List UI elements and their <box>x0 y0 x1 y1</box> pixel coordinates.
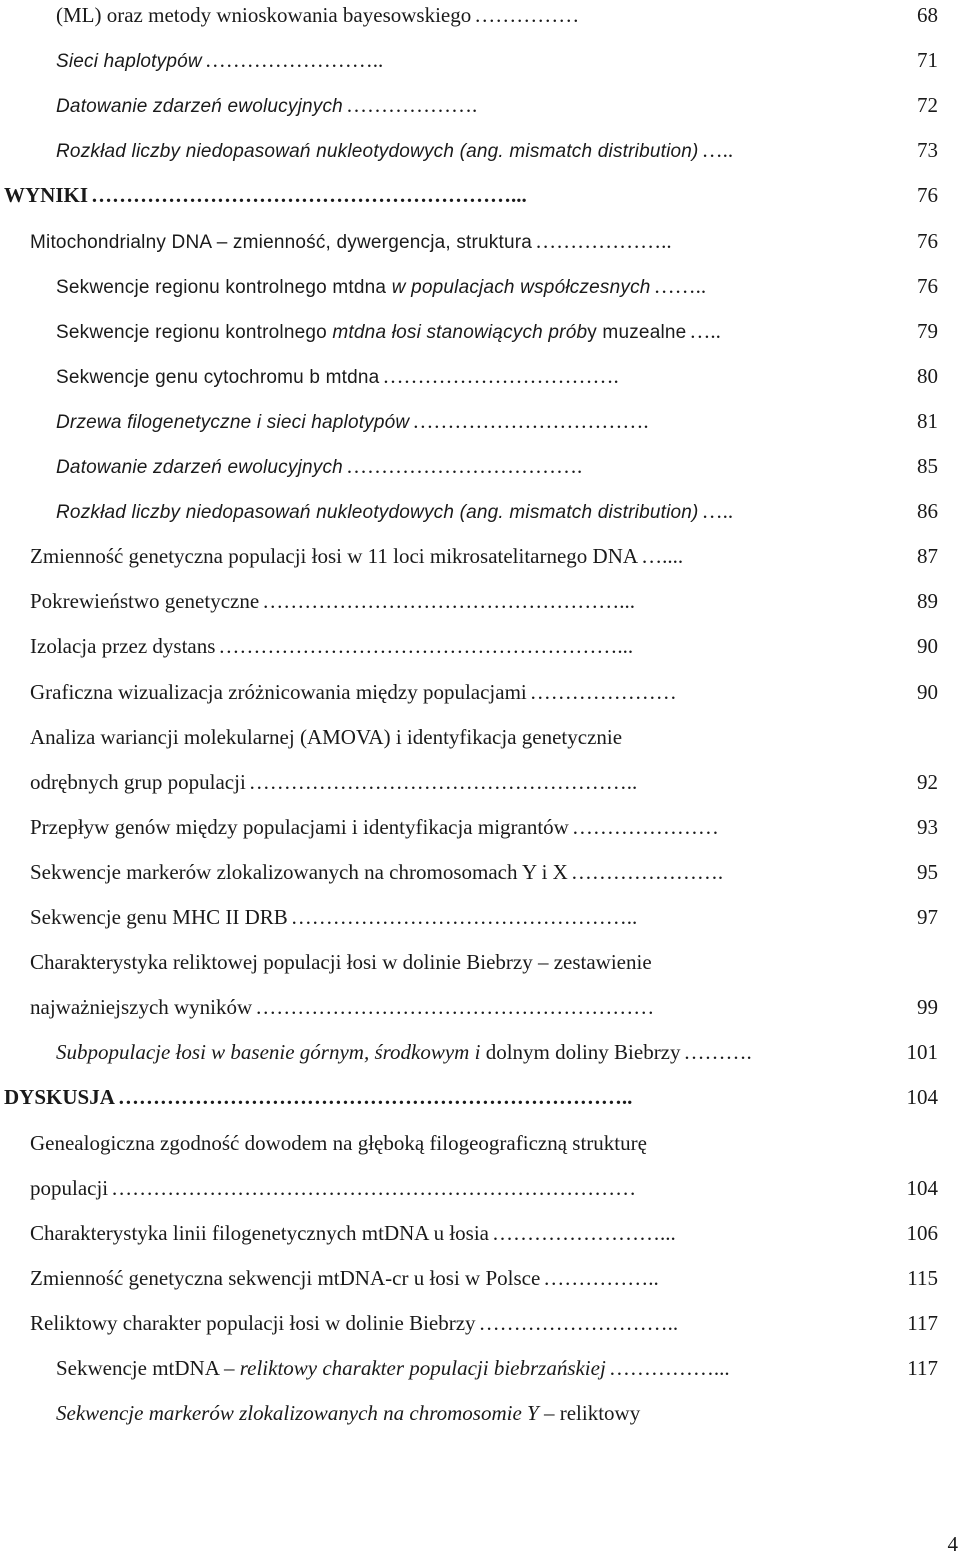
toc-page-number: 92 <box>917 769 938 794</box>
toc-page-number: 101 <box>906 1040 938 1065</box>
toc-entry-title: Rozkład liczby niedopasowań nukleotydowych (ang. mismatch distribution) <box>56 141 699 163</box>
toc-page-number: 117 <box>907 1356 938 1380</box>
toc-page-number: 93 <box>917 814 938 839</box>
toc-leader: ….. <box>701 138 734 163</box>
toc-leader: ……………... <box>608 1356 730 1380</box>
toc-page-number: 104 <box>906 1175 938 1200</box>
toc-leader: ………………. <box>345 93 478 118</box>
toc-entry-title: Przepływ genów między populacjami i identyfikacja migrantów <box>30 814 569 839</box>
toc-entry-title: Reliktowy charakter populacji łosi w dolinie Biebrzy <box>30 1310 476 1335</box>
toc-entry <box>56 496 938 526</box>
toc-entry <box>30 631 938 661</box>
toc-leader: …….. <box>653 273 707 298</box>
toc-entry <box>56 271 938 301</box>
toc-page-number: 68 <box>917 3 938 27</box>
toc-entry-title: Sekwencje regionu kontrolnego <box>56 321 333 343</box>
toc-page-number: 89 <box>917 589 938 614</box>
toc-entry <box>30 992 938 1022</box>
toc-entry <box>4 180 938 210</box>
page-number: 4 <box>947 1532 958 1556</box>
toc-page-number: 86 <box>917 499 938 524</box>
toc-leader: ………………… <box>529 679 677 704</box>
toc-entry <box>30 812 938 842</box>
toc-entry-title: DYSKUSJA <box>4 1085 115 1110</box>
toc-entry <box>30 1263 938 1293</box>
toc-leader: ………………………………………………………………… <box>111 1175 637 1200</box>
toc-entry-title: Izolacja przez dystans <box>30 634 216 659</box>
toc-page-number: 97 <box>917 905 938 929</box>
toc-leader: …………….. <box>543 1265 659 1290</box>
toc-entry-title: Graficzna wizualizacja zróżnicowania między populacjami <box>30 679 527 704</box>
toc-leader: ……………………….. <box>478 1310 679 1335</box>
toc-leader: ……………………………………………………... <box>91 183 527 208</box>
toc-leader: ……………………………. <box>382 363 619 388</box>
toc-leader: ……………………………………………….. <box>248 769 638 794</box>
toc-entry-title: WYNIKI <box>4 183 89 208</box>
toc-page-number: 106 <box>906 1220 938 1245</box>
toc-entry <box>56 316 938 346</box>
toc-entry-title: Mitochondrialny DNA – zmienność, dywergencja, struktura <box>30 231 533 253</box>
toc-entry <box>56 451 938 481</box>
toc-entry <box>30 1308 938 1338</box>
toc-leader: ……………………………. <box>412 408 649 433</box>
toc-entry-title: Sekwencje mtDNA – <box>56 1356 240 1380</box>
toc-entry <box>56 361 938 391</box>
toc-entry-title: Charakterystyka linii filogenetycznych mtDNA u łosia <box>30 1220 489 1245</box>
toc-entry <box>4 1082 938 1112</box>
toc-entry <box>56 135 938 165</box>
toc-entry-title: – reliktowy <box>538 1401 641 1426</box>
toc-entry-title: Sekwencje regionu kontrolnego mtdna <box>56 276 392 298</box>
toc-page-number: 115 <box>907 1265 938 1290</box>
toc-entry <box>30 677 938 707</box>
toc-page-number: 87 <box>917 544 938 569</box>
toc-entry-title: Analiza wariancji molekularnej (AMOVA) i identyfikacja genetycznie <box>30 724 623 749</box>
toc-entry-title: Sekwencje genu cytochromu b mtdna <box>56 366 380 388</box>
toc-leader: ….. <box>689 318 721 343</box>
toc-entry <box>30 1218 938 1248</box>
toc-page-number: 99 <box>917 995 938 1020</box>
toc-entry-title: mtdna łosi stanowiących prób <box>332 321 588 343</box>
toc-leader: ………………… <box>571 814 719 839</box>
toc-page-number: 117 <box>907 1310 938 1335</box>
toc-page-number: 95 <box>917 859 938 884</box>
toc-entry <box>30 722 938 752</box>
toc-entry-title: Pokrewieństwo genetyczne <box>30 589 260 614</box>
toc-entry-title: reliktowy charakter populacji biebrzańskiej <box>239 1356 606 1380</box>
toc-page-number: 90 <box>917 634 938 659</box>
toc-entry-title: Genealogiczna zgodność dowodem na głęboką filogeograficzną strukturę <box>30 1130 647 1155</box>
toc-page-number: 85 <box>917 454 938 478</box>
toc-leader: ………………………………………….. <box>290 905 638 929</box>
toc-entry-title: Sekwencje markerów zlokalizowanych na chromosomach Y i X <box>30 859 568 884</box>
toc-leader: ………………………………………………… <box>255 995 655 1020</box>
toc-entry <box>56 1398 938 1428</box>
toc-page-number: 90 <box>917 679 938 704</box>
toc-entry-title: najważniejszych wyników <box>30 995 253 1020</box>
toc-page-number: 81 <box>917 408 938 433</box>
toc-leader: …………………………………………………... <box>218 634 634 659</box>
toc-entry <box>56 1353 938 1383</box>
toc-entry <box>30 1173 938 1203</box>
toc-entry-title: (ML) oraz metody wnioskowania bayesowskiego <box>56 3 472 27</box>
toc-leader: ……………………... <box>491 1220 676 1245</box>
toc-page-number: 71 <box>917 48 938 73</box>
toc-leader: ….... <box>641 544 684 569</box>
toc-entry <box>30 226 938 256</box>
toc-leader: ……………………………………………………………….. <box>117 1085 633 1110</box>
toc-entry-title: Subpopulacje łosi w basenie górnym, środkowym i <box>56 1040 486 1065</box>
toc-entry <box>30 767 938 797</box>
toc-entry-title: Zmienność genetyczna populacji łosi w 11 loci mikrosatelitarnego DNA <box>30 544 639 569</box>
toc-entry-title: dolnym doliny Biebrzy <box>485 1040 681 1065</box>
toc-entry-title: Rozkład liczby niedopasowań nukleotydowych (ang. mismatch distribution) <box>56 502 699 524</box>
toc-entry <box>56 90 938 120</box>
toc-page-number: 72 <box>917 93 938 118</box>
toc-leader: ……………….. <box>535 228 672 253</box>
toc-entry-title: Datowanie zdarzeń ewolucyjnych <box>56 96 343 118</box>
toc-entry <box>30 857 938 887</box>
toc-leader: …………………….. <box>204 48 384 73</box>
toc-page-number: 76 <box>917 228 938 253</box>
toc-page-number: 104 <box>906 1085 938 1110</box>
toc-leader: ………. <box>683 1040 752 1065</box>
toc-entry-title: Zmienność genetyczna sekwencji mtDNA-cr u łosi w Polsce <box>30 1265 541 1290</box>
toc-entry <box>56 1037 938 1067</box>
toc-entry <box>30 947 938 977</box>
toc-entry <box>56 45 938 75</box>
toc-page-number: 76 <box>917 273 938 298</box>
toc-page-number: 79 <box>917 318 938 343</box>
toc-entry <box>56 0 938 30</box>
toc-entry <box>30 1128 938 1158</box>
toc-entry <box>30 902 938 932</box>
toc-entry-title: Drzewa filogenetyczne i sieci haplotypów <box>56 411 410 433</box>
toc-entry-title: w populacjach współczesnych <box>391 276 651 298</box>
toc-leader: …………………. <box>570 859 724 884</box>
toc-entry-title: Sieci haplotypów <box>56 51 202 73</box>
toc-leader: …………… <box>474 3 580 27</box>
toc-entry-title: odrębnych grup populacji <box>30 769 246 794</box>
toc-entry-title: y muzealne <box>587 321 687 343</box>
toc-entry-title: Sekwencje markerów zlokalizowanych na chromosomie Y <box>56 1401 539 1426</box>
toc-page-number: 73 <box>917 138 938 163</box>
toc-entry <box>30 586 938 616</box>
toc-entry-title: Charakterystyka reliktowej populacji łosi w dolinie Biebrzy – zestawienie <box>30 950 652 975</box>
toc-entry-title: populacji <box>30 1175 109 1200</box>
toc-page-number: 76 <box>917 183 938 208</box>
toc-page-number: 80 <box>917 363 938 388</box>
toc-entry <box>56 406 938 436</box>
toc-leader: ……………………………. <box>345 454 583 478</box>
toc-entry-title: Datowanie zdarzeń ewolucyjnych <box>56 457 343 478</box>
toc-leader: ……………………………………………... <box>262 589 635 614</box>
toc-leader: ….. <box>701 499 734 524</box>
toc-entry <box>30 541 938 571</box>
toc-entry-title: Sekwencje genu MHC II DRB <box>30 905 288 929</box>
